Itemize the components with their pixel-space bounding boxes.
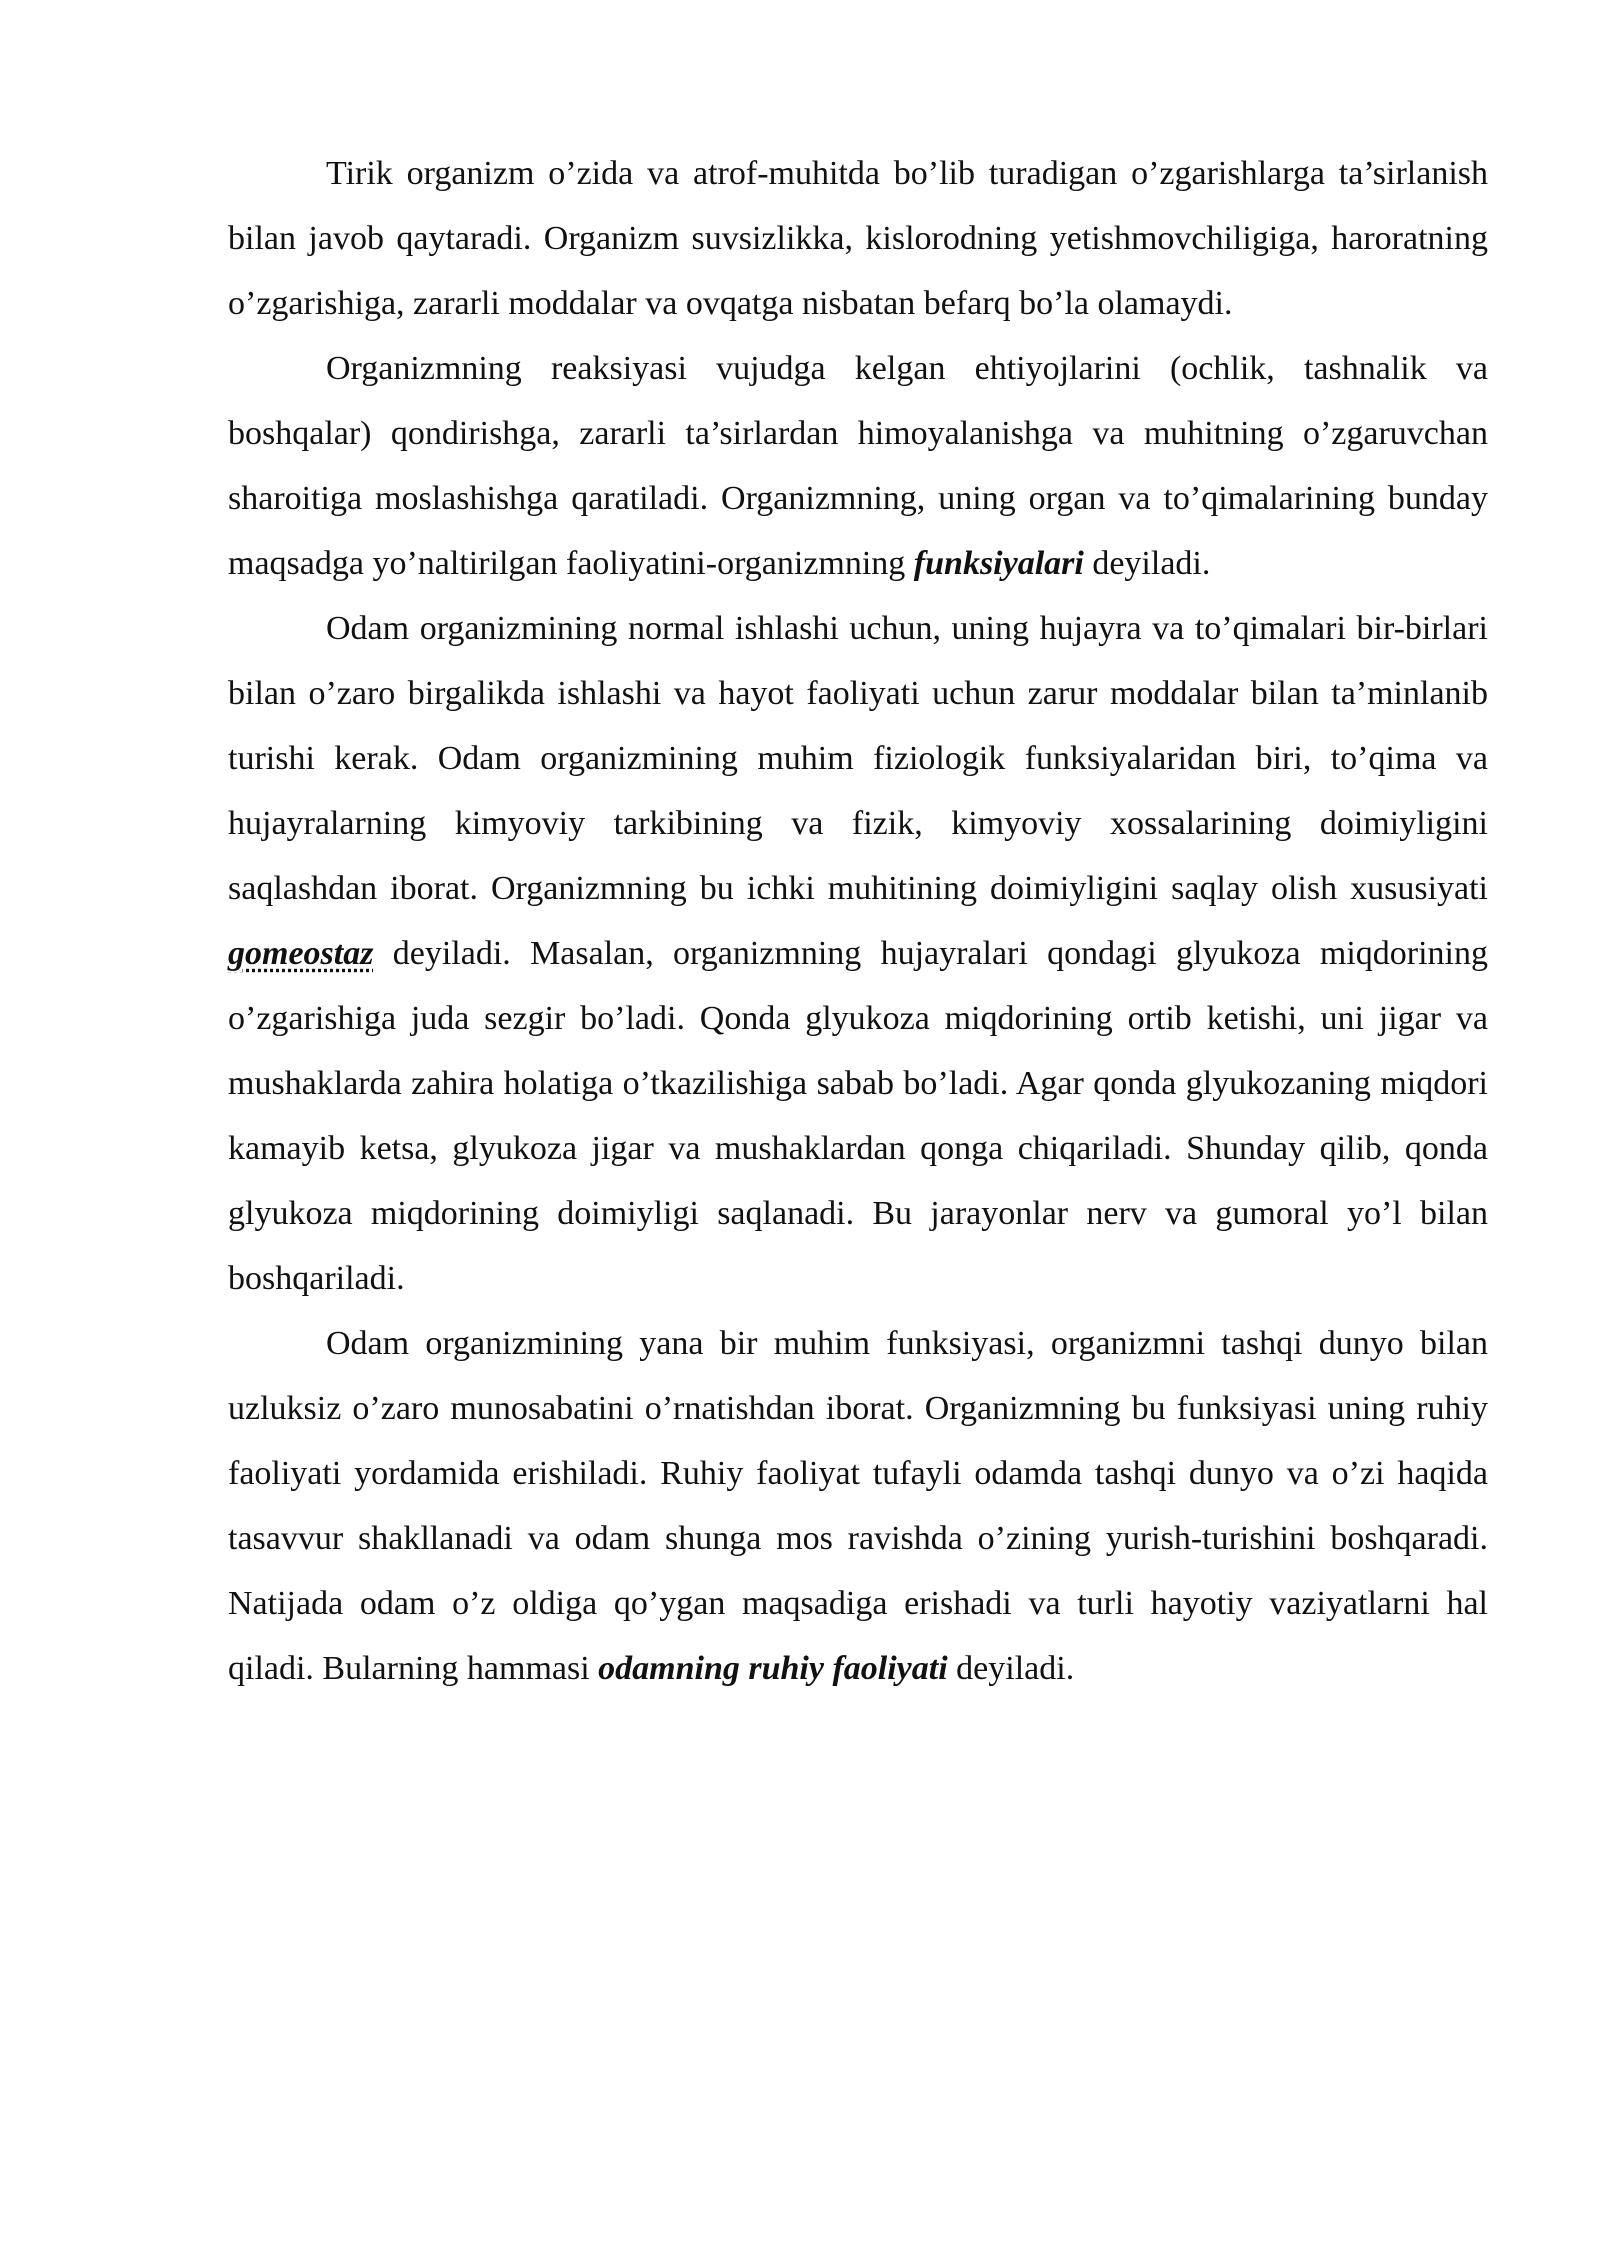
term-gomeostaz: gomeostaz — [228, 935, 374, 972]
paragraph-4-text-after: deyiladi. — [947, 1650, 1075, 1687]
document-page — [228, 141, 1488, 1701]
paragraph-4-text-before: Odam organizmining yana bir muhim funksiyasi, organizmni tashqi dunyo bilan uzluksiz o’zaro munosabatini o’rnatishdan iborat. Organizmning bu funksiyasi uning ruhiy faoliyati yordamida erishiladi. Ruhiy faoliyat tufayli odamda tashqi dunyo va o’zi haqida tasavvur shakllanadi va odam shunga mos ravishda o’zining yurish-turishini boshqaradi. Natijada odam o’z oldiga qo’ygan maqsadiga erishadi va turli hayotiy vaziyatlarni hal qiladi. Bularning hammasi — [228, 1325, 1488, 1687]
paragraph-1-text: Tirik organizm o’zida va atrof-muhitda bo’lib turadigan o’zgarishlarga ta’sirlanish bilan javob qaytaradi. Organizm suvsizlikka, kislorodning yetishmovchiligiga, haroratning o’zgarishiga, zararli moddalar va ovqatga nisbatan befarq bo’la olamaydi. — [228, 155, 1488, 322]
paragraph-1 — [228, 141, 1488, 336]
paragraph-3 — [228, 596, 1488, 1311]
paragraph-4 — [228, 1311, 1488, 1701]
term-funksiyalari: funksiyalari — [913, 545, 1084, 582]
paragraph-2-text-after: deyiladi. — [1083, 545, 1211, 582]
paragraph-3-text-after: deyiladi. Masalan, organizmning hujayralari qondagi glyukoza miqdorining o’zgarishiga juda sezgir bo’ladi. Qonda glyukoza miqdorining ortib ketishi, uni jigar va mushaklarda zahira holatiga o’tkazilishiga sabab bo’ladi. Agar qonda glyukozaning miqdori kamayib ketsa, glyukoza jigar va mushaklardan qonga chiqariladi. Shunday qilib, qonda glyukoza miqdorining doimiyligi saqlanadi. Bu jarayonlar nerv va gumoral yo’l bilan boshqariladi. — [228, 935, 1488, 1297]
paragraph-3-text-before: Odam organizmining normal ishlashi uchun, uning hujayra va to’qimalari bir-birlari bilan o’zaro birgalikda ishlashi va hayot faoliyati uchun zarur moddalar bilan ta’minlanib turishi kerak. Odam organizmining muhim fiziologik funksiyalaridan biri, to’qima va hujayralarning kimyoviy tarkibining va fizik, kimyoviy xossalarining doimiyligini saqlashdan iborat. Organizmning bu ichki muhitining doimiyligini saqlay olish xususiyati — [228, 610, 1488, 907]
paragraph-2-text-before: Organizmning reaksiyasi vujudga kelgan ehtiyojlarini (ochlik, tashnalik va boshqalar) qondirishga, zararli ta’sirlardan himoyalanishga va muhitning o’zgaruvchan sharoitiga moslashishga qaratiladi. Organizmning, uning organ va to’qimalarining bunday maqsadga yo’naltirilgan faoliyatini-organizmning — [228, 350, 1488, 582]
paragraph-2 — [228, 336, 1488, 596]
term-odamning-ruhiy-faoliyati: odamning ruhiy faoliyati — [598, 1650, 948, 1687]
